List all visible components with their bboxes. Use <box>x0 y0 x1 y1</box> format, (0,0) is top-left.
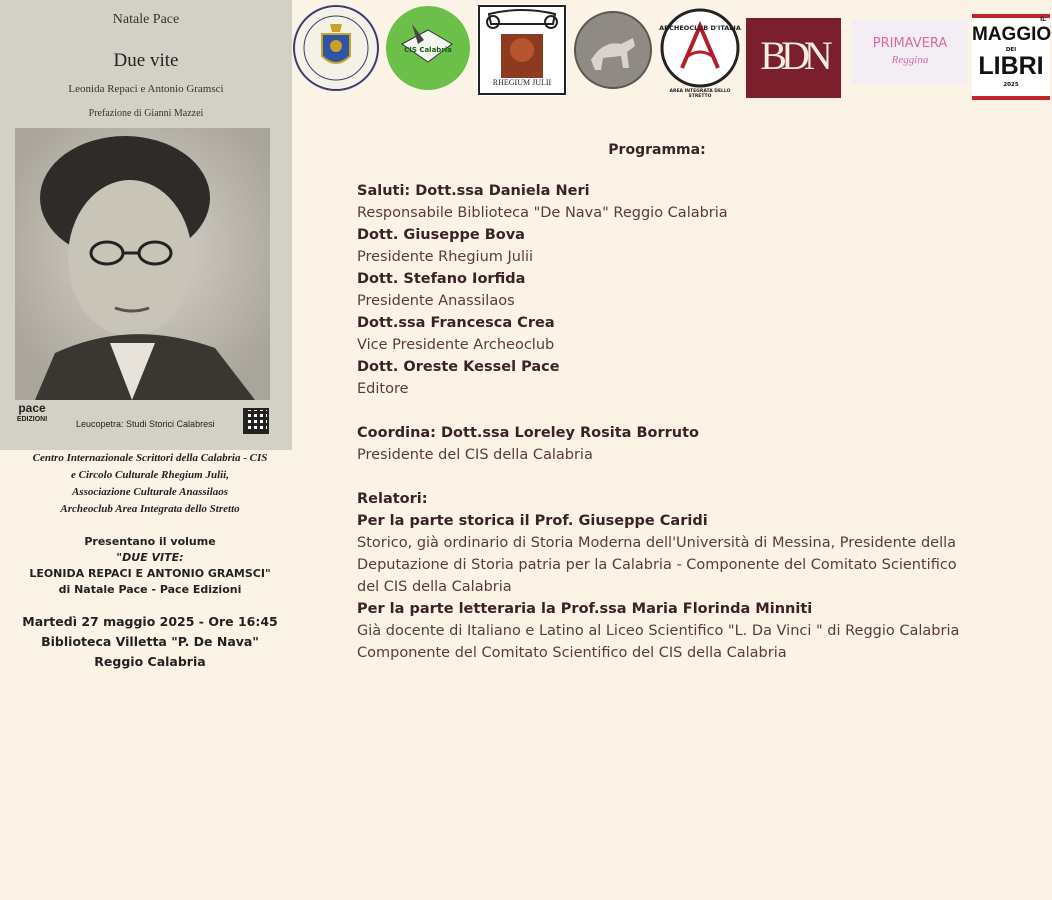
event-venue: Biblioteca Villetta "P. De Nava" <box>41 634 259 649</box>
speaker-role-line: Componente del Comitato Scientifico del CIS della Calabria <box>357 645 787 661</box>
maggio-top-text: IL <box>1039 16 1046 23</box>
rhegium-julii-logo <box>477 4 567 96</box>
cover-title: Due vite <box>113 50 179 71</box>
moderator-role: Presidente del CIS della Calabria <box>357 447 593 463</box>
maggio-dei-libri-logo <box>972 14 1050 100</box>
bdn-logo <box>746 18 841 98</box>
cover-subtitle: Leonida Repaci e Antonio Gramsci <box>68 83 224 95</box>
speaker-name: Dott. Stefano Iorfida <box>357 271 526 287</box>
book-title-line2: LEONIDA REPACI E ANTONIO GRAMSCI" <box>29 567 271 580</box>
speaker-role: Vice Presidente Archeoclub <box>357 337 555 353</box>
portrait-image <box>15 128 270 400</box>
cover-preface: Prefazione di Gianni Mazzei <box>88 108 204 119</box>
speaker-role-line: Storico, già ordinario di Storia Moderna dell'Università di Messina, Presidente della <box>357 535 957 551</box>
ancient-coin-logo <box>573 10 653 90</box>
speaker-role: Editore <box>357 381 409 397</box>
greetings-list <box>357 180 1017 400</box>
qr-code-icon <box>243 408 269 434</box>
speaker-role-line: del CIS della Calabria <box>357 579 512 595</box>
book-title-line1: "DUE VITE: <box>116 551 184 564</box>
archeoclub-text: ARCHEOCLUB D'ITALIA <box>659 24 741 32</box>
speakers-block <box>357 488 1017 664</box>
organizer-line: Associazione Culturale Anassilaos <box>71 486 229 498</box>
event-city: Reggio Calabria <box>94 654 206 669</box>
presentation-block <box>0 534 300 598</box>
presentation-intro: Presentano il volume <box>84 535 216 548</box>
publisher-sub: EDIZIONI <box>16 416 48 423</box>
speaker-role-line: Già docente di Italiano e Latino al Liceo Scientifico "L. Da Vinci " di Reggio Calabria <box>357 623 960 639</box>
primavera-reggina-logo <box>852 20 968 84</box>
maggio-dei-text: DEI <box>1005 47 1017 53</box>
speaker-name: Dott.ssa Francesca Crea <box>357 315 555 331</box>
cis-logo-text: CIS Calabria <box>404 46 452 54</box>
maggio-year: 2025 <box>1003 82 1019 88</box>
speaker-name: Dott. Giuseppe Bova <box>357 227 525 243</box>
organizers-list <box>0 450 300 518</box>
event-block <box>0 612 300 672</box>
organizer-line: Centro Internazionale Scrittori della Calabria - CIS <box>32 452 268 464</box>
moderator-name: Coordina: Dott.ssa Loreley Rosita Borruto <box>357 425 699 441</box>
speaker-role-line: Deputazione di Storia patria per la Calabria - Componente del Comitato Scientifico <box>357 557 957 573</box>
speakers-heading: Relatori: <box>357 491 428 507</box>
libri-text: LIBRI <box>978 52 1044 80</box>
bdn-text: BDN <box>760 33 827 78</box>
rhegium-logo-text: RHEGIUM JULII <box>492 78 552 87</box>
organizer-line: e Circolo Culturale Rhegium Julii, <box>70 469 229 481</box>
publisher-name: pace <box>18 401 46 415</box>
cis-calabria-logo <box>384 4 472 92</box>
city-seal-logo <box>292 4 380 92</box>
speaker-role: Responsabile Biblioteca "De Nava" Reggio Calabria <box>357 205 728 221</box>
publisher-logo <box>14 403 50 435</box>
speaker-name: Dott. Oreste Kessel Pace <box>357 359 560 375</box>
left-info-block <box>0 450 300 672</box>
speaker-role: Presidente Rhegium Julii <box>357 249 534 265</box>
maggio-text: MAGGIO <box>972 24 1052 45</box>
speaker-name: Per la parte storica il Prof. Giuseppe Caridi <box>357 513 708 529</box>
archeoclub-subtext: AREA INTEGRATA DELLO STRETTO <box>669 89 731 99</box>
event-date: Martedì 27 maggio 2025 - Ore 16:45 <box>22 614 278 629</box>
speaker-name: Saluti: Dott.ssa Daniela Neri <box>357 183 590 199</box>
program-heading: Programma: <box>608 142 706 158</box>
program-section <box>357 142 1017 664</box>
cover-author: Natale Pace <box>112 12 180 27</box>
archeoclub-logo <box>658 4 742 99</box>
primavera-text: PRIMAVERA <box>872 36 948 51</box>
speaker-name: Per la parte letteraria la Prof.ssa Maria Florinda Minniti <box>357 601 813 617</box>
book-cover <box>0 0 292 450</box>
speaker-role: Presidente Anassilaos <box>357 293 515 309</box>
book-author-line: di Natale Pace - Pace Edizioni <box>58 583 242 596</box>
primavera-subtext: Reggina <box>891 54 929 66</box>
organizer-line: Archeoclub Area Integrata dello Stretto <box>60 503 240 515</box>
cover-series: Leucopetra: Studi Storici Calabresi <box>76 419 215 429</box>
moderator-block <box>357 422 1017 466</box>
